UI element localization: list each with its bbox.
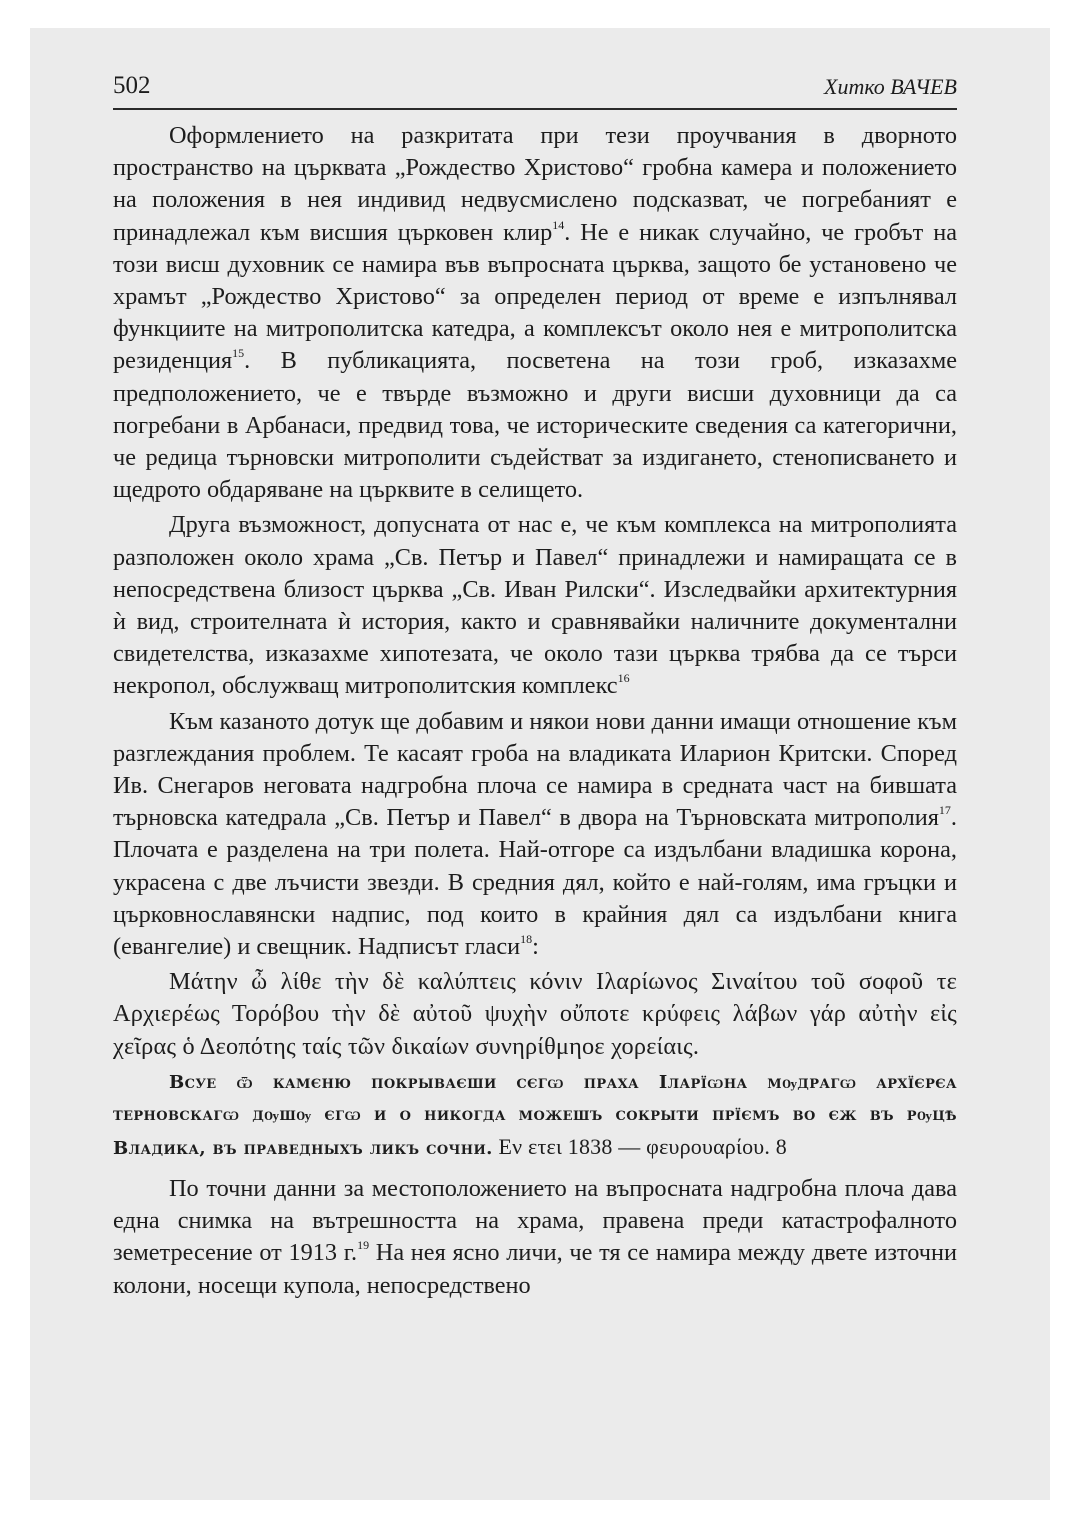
body-text xyxy=(113,120,957,1302)
paragraph: Оформлението на разкритата при тези проучвания в дворното пространство на църквата „Рождество Христово“ гробна камера и положението на положения в нея индивид недвусмислено подсказват, че погребаният е принадлежал към висшия църковен клир$^{14}$. Не е никак случайно, че гробът на този висш духовник се намира във въпросната църква, защото бе установено че храмът „Рождество Христово“ за определен период от време е изпълнявал функциите на митрополитска катедра, а комплексът около нея е митрополитска резиденция$^{15}$. В публикацията, посветена на този гроб, изказахме предположението, че е твърде възможно и други висши духовници да са погребани в Арбанаси, предвид това, че историческите сведения са категорични, че редица търновски митрополити съдействат за издигането, стенописването и щедрото обдаряване на църквите в селището. xyxy=(113,122,957,504)
page-number: 502 xyxy=(113,72,151,99)
inscription-dating: Εν ετει 1838 — φευρουαρίου. 8 xyxy=(492,1133,787,1159)
footnote-ref: 15 xyxy=(232,346,245,361)
greek-inscription: Μάτην ὦ λίθε τὴν δὲ καλύπτεις κόνιν Ιλαρίωνος Σιναίτου τοῦ σοφοῦ τε Αρχιερέως Τορόβου τὴν δὲ αὐτοῦ ψυχὴν οὔποτε κρύφεις λάβων γάρ αὐτὴν εἰς χεῖρας ὁ Δεοπότης ταίς τῶν δικαίων συνηρίθμηοε χορείαις. xyxy=(113,968,957,1060)
running-head-author: Хитко ВАЧЕВ xyxy=(824,74,957,99)
footnote-ref: 16 xyxy=(617,671,630,686)
footnote-ref: 17 xyxy=(938,803,951,818)
page-header xyxy=(113,68,957,110)
paragraph: Друга възможност, допусната от нас е, че към комплекса на митрополията разположен около храма „Св. Петър и Павел“ принадлежи и намиращата се в непосредствена близост църква „Св. Иван Рилски“. Изследвайки архитектурния ѝ вид, строителната ѝ история, както и сравнявайки наличните документални свидетелства, изказахме хипотезата, че около тази църква трябва да се търси некропол, обслужващ митрополитския комплекс$^{16}$ xyxy=(113,511,957,700)
footnote-ref: 14 xyxy=(552,217,565,232)
footnote-ref: 19 xyxy=(357,1238,370,1253)
footnote-ref: 18 xyxy=(520,932,533,947)
slavonic-inscription: Всуе ѿ камєню покрываєши сєгѡ праха Іларїѡна мѹдрагѡ архїєрєа терновскагѡ дѹшѹ єгѡ и о никогда можешъ сокрыти прїємъ во єж въ рѹцѣ Владика, въ праведныхъ ликъ сочни. Εν ετει 1838 — φευρουαρίου. 8 xyxy=(113,1071,957,1159)
paragraph: По точни данни за местоположението на въпросната надгробна плоча дава една снимка на вътрешността на храма, правена преди катастрофалното земетресение от 1913 г.$^{19}$ На нея ясно личи, че тя се намира между двете източни колони, носещи купола, непосредствено xyxy=(113,1174,957,1299)
paragraph: Към казаното дотук ще добавим и някои нови данни имащи отношение към разглеждания проблем. Те касаят гроба на владиката Иларион Критски. Според Ив. Снегаров неговата надгробна плоча се намира в средната част на бившата търновска катедрала „Св. Петър и Павел“ в двора на Търновската митрополия$^{17}$. Плочата е разделена на три полета. Най-отгоре са издълбани владишка корона, украсена с две лъчисти звезди. В средния дял, който е най-голям, има гръцки и църковнославянски надпис, под които в крайния дял са издълбани книга (евангелие) и свещник. Надписът гласи$^{18}$: xyxy=(113,707,957,961)
